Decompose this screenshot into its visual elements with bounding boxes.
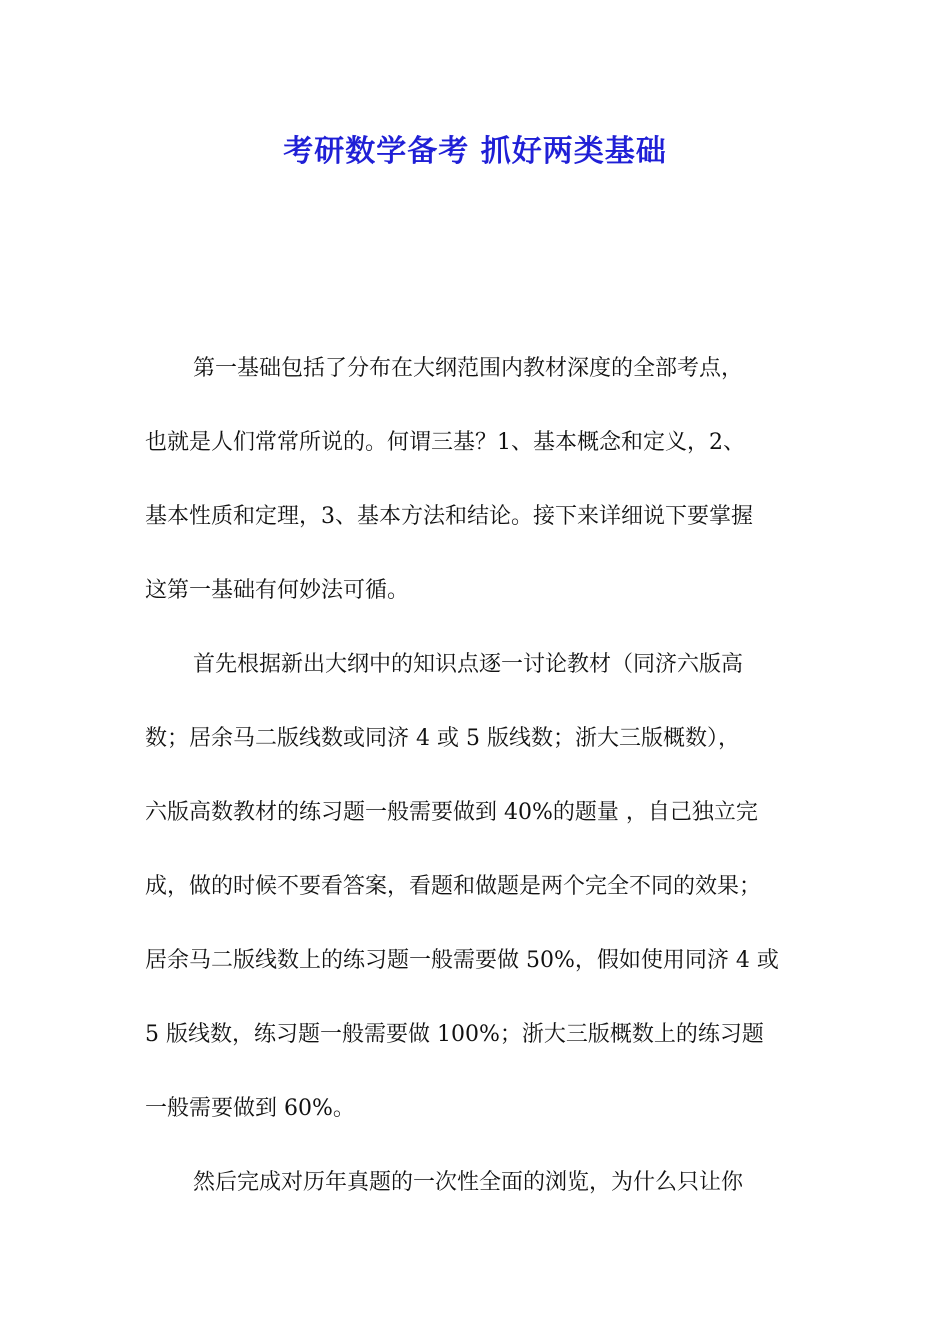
paragraph-line: 数；居余马二版线数或同济 4 或 5 版线数；浙大三版概数）， <box>145 726 740 751</box>
paragraph-line: 这第一基础有何妙法可循。 <box>145 578 410 603</box>
paragraph-line: 也就是人们常常所说的。何谓三基？1、基本概念和定义，2、 <box>145 430 745 455</box>
paragraph-line: 成，做的时候不要看答案，看题和做题是两个完全不同的效果； <box>145 874 762 899</box>
document-body <box>145 332 825 1220</box>
paragraph-line: 六版高数教材的练习题一般需要做到 40%的题量 ，自己独立完 <box>145 800 758 825</box>
paragraph-line: 第一基础包括了分布在大纲范围内教材深度的全部考点， <box>193 356 744 381</box>
paragraph-line: 一般需要做到 60%。 <box>145 1096 355 1121</box>
paragraph-line: 首先根据新出大纲中的知识点逐一讨论教材（同济六版高 <box>193 652 744 677</box>
paragraph-line: 居余马二版线数上的练习题一般需要做 50%，假如使用同济 4 或 <box>145 948 779 973</box>
paragraph-line: 基本性质和定理，3、基本方法和结论。接下来详细说下要掌握 <box>145 504 753 529</box>
paragraph-line: 5 版线数，练习题一般需要做 100%；浙大三版概数上的练习题 <box>145 1022 764 1047</box>
document-title: 考研数学备考 抓好两类基础 <box>283 134 667 169</box>
paragraph-line: 然后完成对历年真题的一次性全面的浏览，为什么只让你 <box>193 1170 744 1195</box>
